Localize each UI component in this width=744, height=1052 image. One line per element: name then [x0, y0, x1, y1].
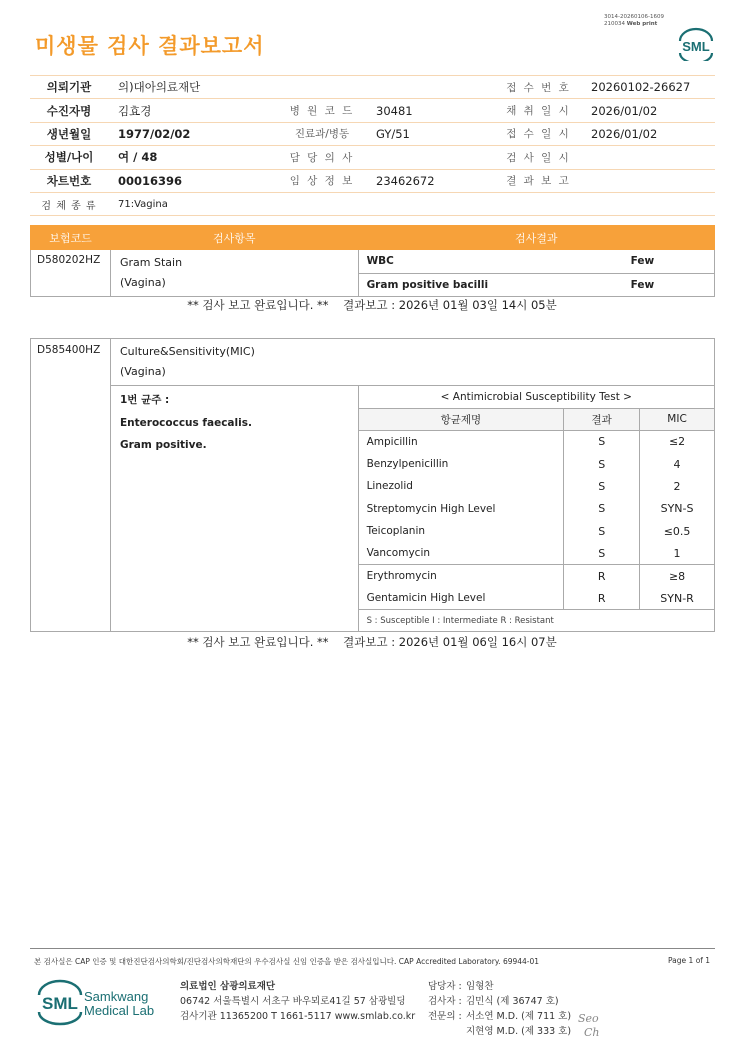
drug-mic: ≤0.5 — [640, 520, 715, 542]
label-clinical-info: 임 상 정 보 — [278, 169, 366, 192]
gram-result: Gram positive. — [119, 439, 207, 451]
test-code: D585400HZ — [31, 339, 111, 632]
label-receipt-date: 접 수 일 시 — [496, 122, 581, 145]
test-specimen: (Vagina) — [119, 365, 166, 378]
brand-name-line1: Samkwang — [84, 989, 149, 1004]
label-test-date: 검 사 일 시 — [496, 146, 581, 169]
drug-mic: 1 — [640, 542, 715, 564]
info-row — [30, 192, 715, 215]
signature-1: Seo — [578, 1012, 599, 1025]
label-hospital-code: 병 원 코 드 — [278, 99, 366, 122]
info-row — [30, 146, 715, 169]
table-row — [31, 250, 715, 274]
test-specimen: (Vagina) — [119, 276, 166, 289]
drug-name: Benzylpenicillin — [358, 453, 564, 475]
table-row — [31, 339, 715, 386]
staff-name: 임형찬 — [466, 981, 494, 992]
label-specimen-type: 검 체 종 류 — [30, 192, 108, 215]
result-name: Gram positive bacilli — [358, 273, 613, 297]
drug-result: S — [564, 498, 640, 520]
certification-text: 본 검사실은 CAP 인증 및 대한진단검사의학회/진단검사의학재단의 우수검사실 신임 인증을 받은 검사실입니다. CAP Accredited Laboratory. 69944-01 — [34, 957, 540, 966]
label-collection-date: 채 취 일 시 — [496, 99, 581, 122]
footer-brand-name — [84, 990, 154, 1018]
ast-col-mic: MIC — [640, 408, 715, 431]
drug-mic: SYN-R — [640, 587, 715, 609]
info-row — [30, 99, 715, 122]
drug-name: Teicoplanin — [358, 520, 564, 542]
sml-logo — [676, 27, 716, 65]
report-time: 결과보고 : 2026년 01월 03일 14시 05분 — [343, 298, 557, 312]
staff-name: 서소연 M.D. (제 711 호) — [466, 1011, 572, 1022]
culture-table — [30, 338, 715, 632]
organism-name: Enterococcus faecalis. — [119, 416, 252, 429]
drug-result: S — [564, 453, 640, 475]
requesting-org-value: 의)대아의료재단 — [108, 76, 496, 99]
staff-info — [428, 979, 571, 1039]
staff-role: 담당자 : — [428, 981, 462, 992]
report-time: 결과보고 : 2026년 01월 06일 16시 07분 — [343, 635, 557, 649]
complete-note: ** 검사 보고 완료입니다. ** — [187, 298, 329, 312]
chart-no-value: 00016396 — [108, 169, 278, 192]
sml-logo-text: SML — [682, 39, 710, 54]
drug-name: Gentamicin High Level — [358, 587, 564, 609]
staff-role: 검사자 : — [428, 996, 462, 1007]
department-value: GY/51 — [366, 122, 496, 145]
drug-mic: 4 — [640, 453, 715, 475]
table-row — [31, 386, 715, 409]
test-name: Culture&Sensitivity(MIC) — [119, 345, 255, 358]
drug-result: S — [564, 475, 640, 497]
results-header — [31, 226, 715, 250]
ast-col-result: 결과 — [564, 408, 640, 431]
label-chart-no: 차트번호 — [30, 169, 108, 192]
result-report-value — [581, 169, 715, 192]
birth-date-value: 1977/02/02 — [108, 122, 278, 145]
label-accession-no: 접 수 번 호 — [496, 76, 581, 99]
label-department: 진료과/병동 — [278, 122, 366, 145]
label-sex-age: 성별/나이 — [30, 146, 108, 169]
drug-mic: ≤2 — [640, 431, 715, 453]
report-complete-note-2 — [0, 634, 744, 650]
clinical-info-value: 23462672 — [366, 169, 496, 192]
brand-name-line2: Medical Lab — [84, 1003, 155, 1018]
print-code — [604, 14, 664, 27]
strain-label: 1번 균주 : — [119, 394, 170, 406]
label-result-report: 결 과 보 고 — [496, 169, 581, 192]
complete-note: ** 검사 보고 완료입니다. ** — [187, 635, 329, 649]
gram-stain-table — [30, 225, 715, 297]
info-row — [30, 122, 715, 145]
report-complete-note-1 — [0, 297, 744, 313]
org-info — [180, 979, 415, 1024]
specimen-type-value: 71:Vagina — [108, 192, 715, 215]
staff-role: 전문의 : — [428, 1011, 462, 1022]
drug-mic: 2 — [640, 475, 715, 497]
header-test-item: 검사항목 — [110, 226, 358, 250]
label-physician: 담 당 의 사 — [278, 146, 366, 169]
receipt-date-value: 2026/01/02 — [581, 122, 715, 145]
label-patient-name: 수진자명 — [30, 99, 108, 122]
sex-age-value: 여 / 48 — [108, 146, 278, 169]
drug-name: Streptomycin High Level — [358, 498, 564, 520]
drug-name: Linezolid — [358, 475, 564, 497]
signature-2: Ch — [584, 1026, 600, 1039]
staff-name: 지현영 M.D. (제 333 호) — [466, 1026, 572, 1037]
page-number: Page 1 of 1 — [668, 956, 711, 965]
web-print-label: Web print — [626, 20, 658, 27]
physician-value — [366, 146, 496, 169]
footer-logo — [36, 979, 84, 1031]
accession-no-value: 20260102-26627 — [581, 76, 715, 99]
org-contact: 검사기관 11365200 T 1661-5117 www.smlab.co.kr — [180, 1011, 416, 1022]
test-name: Gram Stain — [119, 256, 183, 269]
info-row — [30, 76, 715, 99]
collection-date-value: 2026/01/02 — [581, 99, 715, 122]
ast-legend: S : Susceptible I : Intermediate R : Resistant — [358, 610, 714, 632]
footer-divider — [30, 948, 715, 949]
test-code: D580202HZ — [31, 250, 111, 297]
drug-result: S — [564, 431, 640, 453]
ast-title: < Antimicrobial Susceptibility Test > — [358, 386, 714, 409]
drug-result: R — [564, 565, 640, 587]
result-value: Few — [613, 273, 715, 297]
patient-info-table — [30, 75, 715, 216]
staff-name: 김민식 (제 36747 호) — [466, 996, 559, 1007]
drug-result: S — [564, 542, 640, 564]
label-birth-date: 생년월일 — [30, 122, 108, 145]
result-value: Few — [613, 250, 715, 274]
test-date-value — [581, 146, 715, 169]
drug-name: Vancomycin — [358, 542, 564, 564]
print-code-line1: 3014-20260106-1609 — [604, 14, 664, 20]
info-row — [30, 169, 715, 192]
ast-col-drug: 항균제명 — [358, 408, 564, 431]
footer-logo-text: SML — [42, 994, 78, 1013]
header-insurance-code: 보험코드 — [31, 226, 111, 250]
patient-name-value: 김효경 — [108, 99, 278, 122]
print-code-id: 210034 — [604, 20, 625, 27]
header-test-result: 검사결과 — [358, 226, 714, 250]
drug-result: S — [564, 520, 640, 542]
drug-name: Ampicillin — [358, 431, 564, 453]
drug-result: R — [564, 587, 640, 609]
label-requesting-org: 의뢰기관 — [30, 76, 108, 99]
drug-name: Erythromycin — [358, 565, 564, 587]
report-title: 미생물 검사 결과보고서 — [35, 34, 265, 58]
drug-mic: SYN-S — [640, 498, 715, 520]
drug-mic: ≥8 — [640, 565, 715, 587]
result-name: WBC — [358, 250, 613, 274]
org-name: 의료법인 삼광의료재단 — [180, 981, 276, 992]
hospital-code-value: 30481 — [366, 99, 496, 122]
org-address: 06742 서울특별시 서초구 바우뫼로41길 57 삼광빌딩 — [180, 996, 406, 1007]
